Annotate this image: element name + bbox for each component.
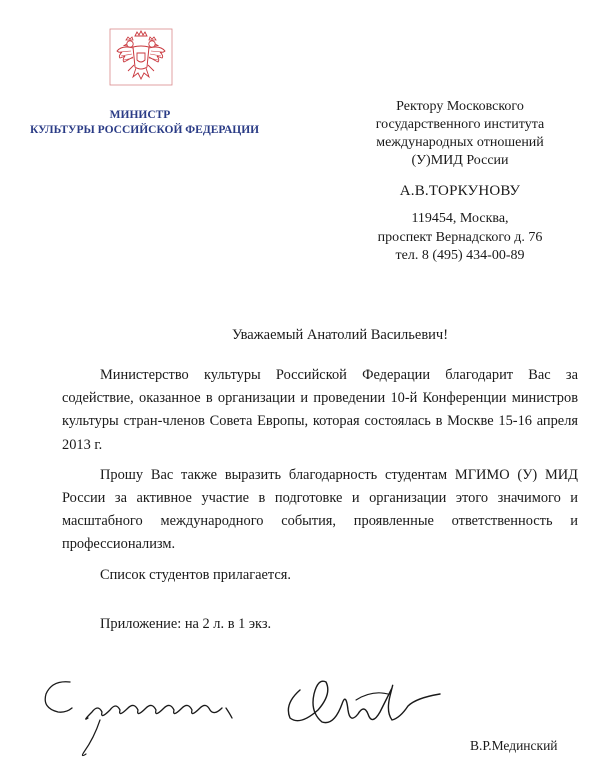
recipient-block xyxy=(340,98,580,266)
sender-subtitle: КУЛЬТУРЫ РОССИЙСКОЙ ФЕДЕРАЦИИ xyxy=(30,124,260,136)
recipient-address xyxy=(340,210,580,266)
sender-block xyxy=(30,108,260,138)
body-paragraph: Список студентов прилагается. xyxy=(100,566,291,583)
recipient-line: международных отношений xyxy=(376,135,544,150)
salutation: Уважаемый Анатолий Васильевич! xyxy=(231,327,449,343)
address-phone: тел. 8 (495) 434-00-89 xyxy=(395,248,525,263)
recipient-name: А.В.ТОРКУНОВУ xyxy=(399,183,521,199)
coat-of-arms-eagle-icon xyxy=(106,27,176,87)
body-paragraph: Прошу Вас также выразить благодарность студентам МГИМО (У) МИД России за активное участие в подготовке и организации этого значимого и масштабного международного события, проявленные ответственность и профессионализм. xyxy=(62,466,578,553)
sender-title: МИНИСТР xyxy=(109,109,171,121)
recipient-line: Ректору Московского xyxy=(396,99,524,114)
handwritten-greeting-icon xyxy=(45,682,232,719)
attachment-note: Приложение: на 2 л. в 1 экз. xyxy=(100,615,272,632)
signer-signature-icon xyxy=(288,681,440,722)
body-paragraph: Министерство культуры Российской Федерации благодарит Вас за содействие, оказанное в организации и проведении 10-й Конференции министров культуры стран-членов Совета Европы, которая состоялась в Москве 15-16 апреля 2013 г. xyxy=(62,367,578,453)
letter-body xyxy=(62,364,578,636)
address-line: 119454, Москва, xyxy=(411,211,509,226)
address-line: проспект Вернадского д. 76 xyxy=(377,229,543,245)
coat-of-arms-icon xyxy=(106,27,176,87)
recipient-line: (У)МИД России xyxy=(411,153,509,168)
signer-name: В.Р.Мединский xyxy=(470,738,558,753)
recipient-line: государственного института xyxy=(375,117,545,132)
